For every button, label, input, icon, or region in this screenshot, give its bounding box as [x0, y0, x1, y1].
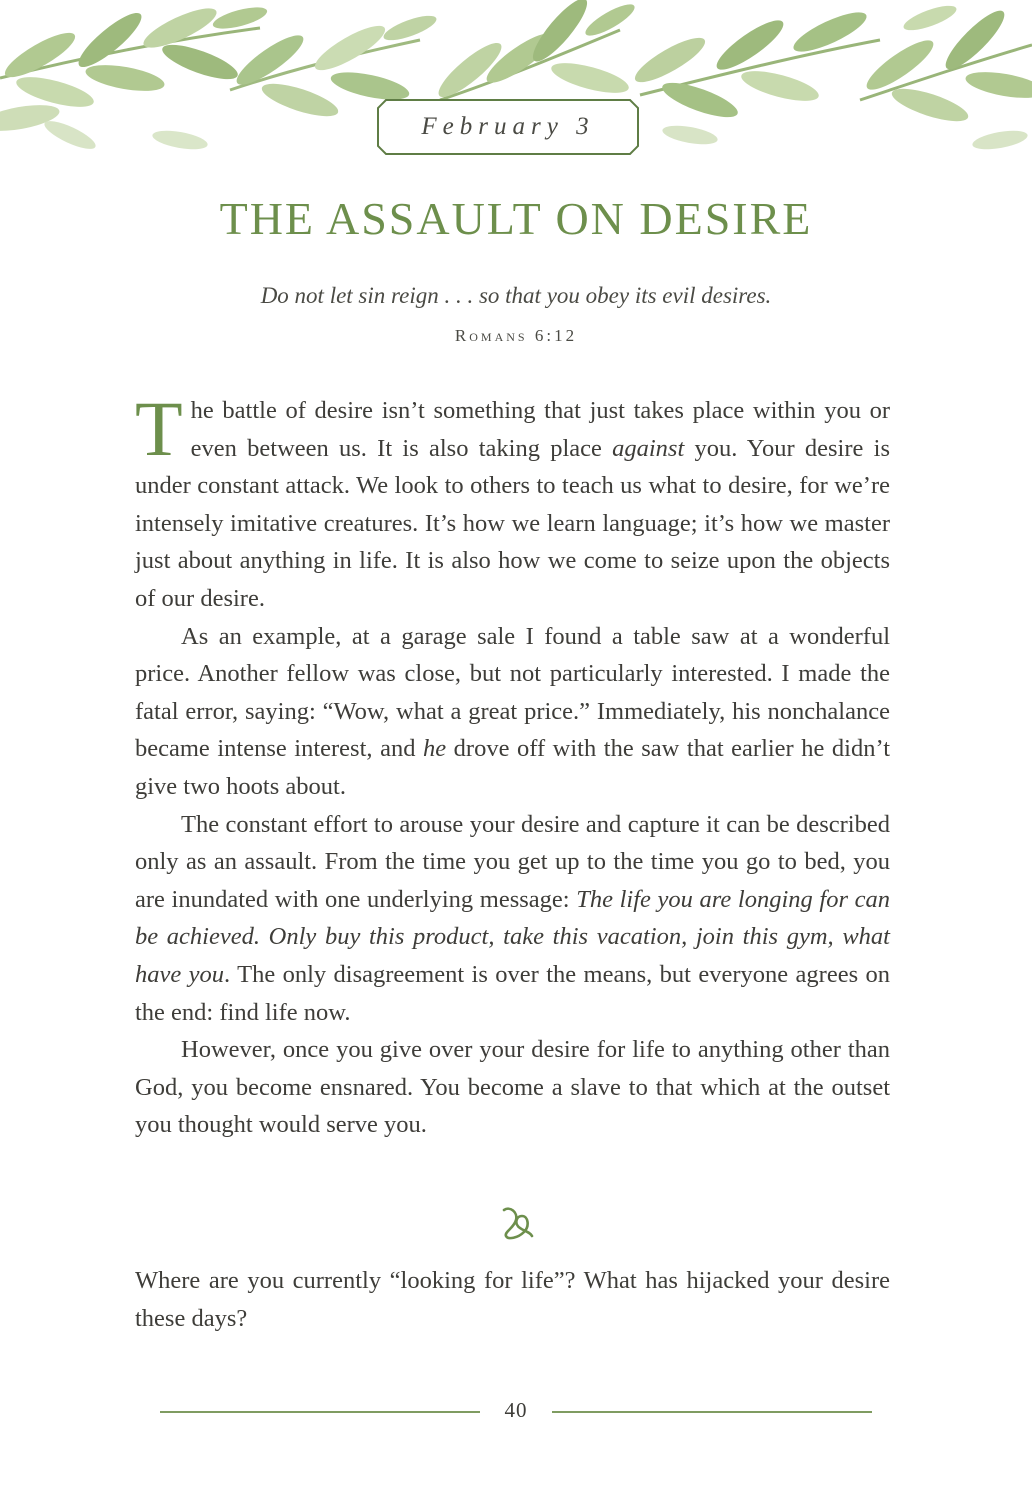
paragraph-1: The battle of desire isn’t something that just takes place within you or even between us. It is also taking place against you. Your desire is under constant attack. We look to others to teach us what to desire, for we’re intensely imitative creatures. It’s how we learn language; it’s how we master just about anything in life. It is also how we come to seize upon the objects of our desire. — [135, 385, 890, 612]
page-number: 40 — [504, 1398, 528, 1422]
drop-cap: T — [135, 385, 183, 472]
footer-rule-right — [552, 1411, 872, 1413]
footer-rule-left — [160, 1411, 480, 1413]
date-plaque — [376, 98, 640, 156]
date-label: February 3 — [421, 113, 595, 140]
epigraph-quote: Do not let sin reign . . . so that you obey its evil desires. — [260, 283, 772, 308]
devotional-body — [135, 385, 891, 1144]
heart-ornament-icon — [496, 1202, 536, 1242]
epigraph-reference: Romans 6:12 — [454, 326, 578, 345]
reflection-question: Where are you currently “looking for life”? What has hijacked your desire these days? — [135, 1267, 890, 1332]
paragraph-4: However, once you give over your desire for life to anything other than God, you become ensnared. You become a slave to that which at the outset you thought would serve you. — [135, 1036, 890, 1139]
paragraph-2: As an example, at a garage sale I found a table saw at a wonderful price. Another fellow was close, but not particularly interested. I made the fatal error, saying: “Wow, what a great price.” Immediately, his nonchalance became intense interest, and he drove off with the saw that earlier he didn’t give two hoots about. — [135, 622, 891, 800]
page-title: THE ASSAULT ON DESIRE — [219, 193, 813, 244]
paragraph-3: The constant effort to arouse your desire and capture it can be described only as an assault. From the time you get up to the time you go to bed, you are inundated with one underlying message: The life you are longing for can be achieved. Only buy this product, take this vacation, join this gym, what have you. The only disagreement is over the means, but everyone agrees on the end: find life now. — [135, 810, 890, 1026]
